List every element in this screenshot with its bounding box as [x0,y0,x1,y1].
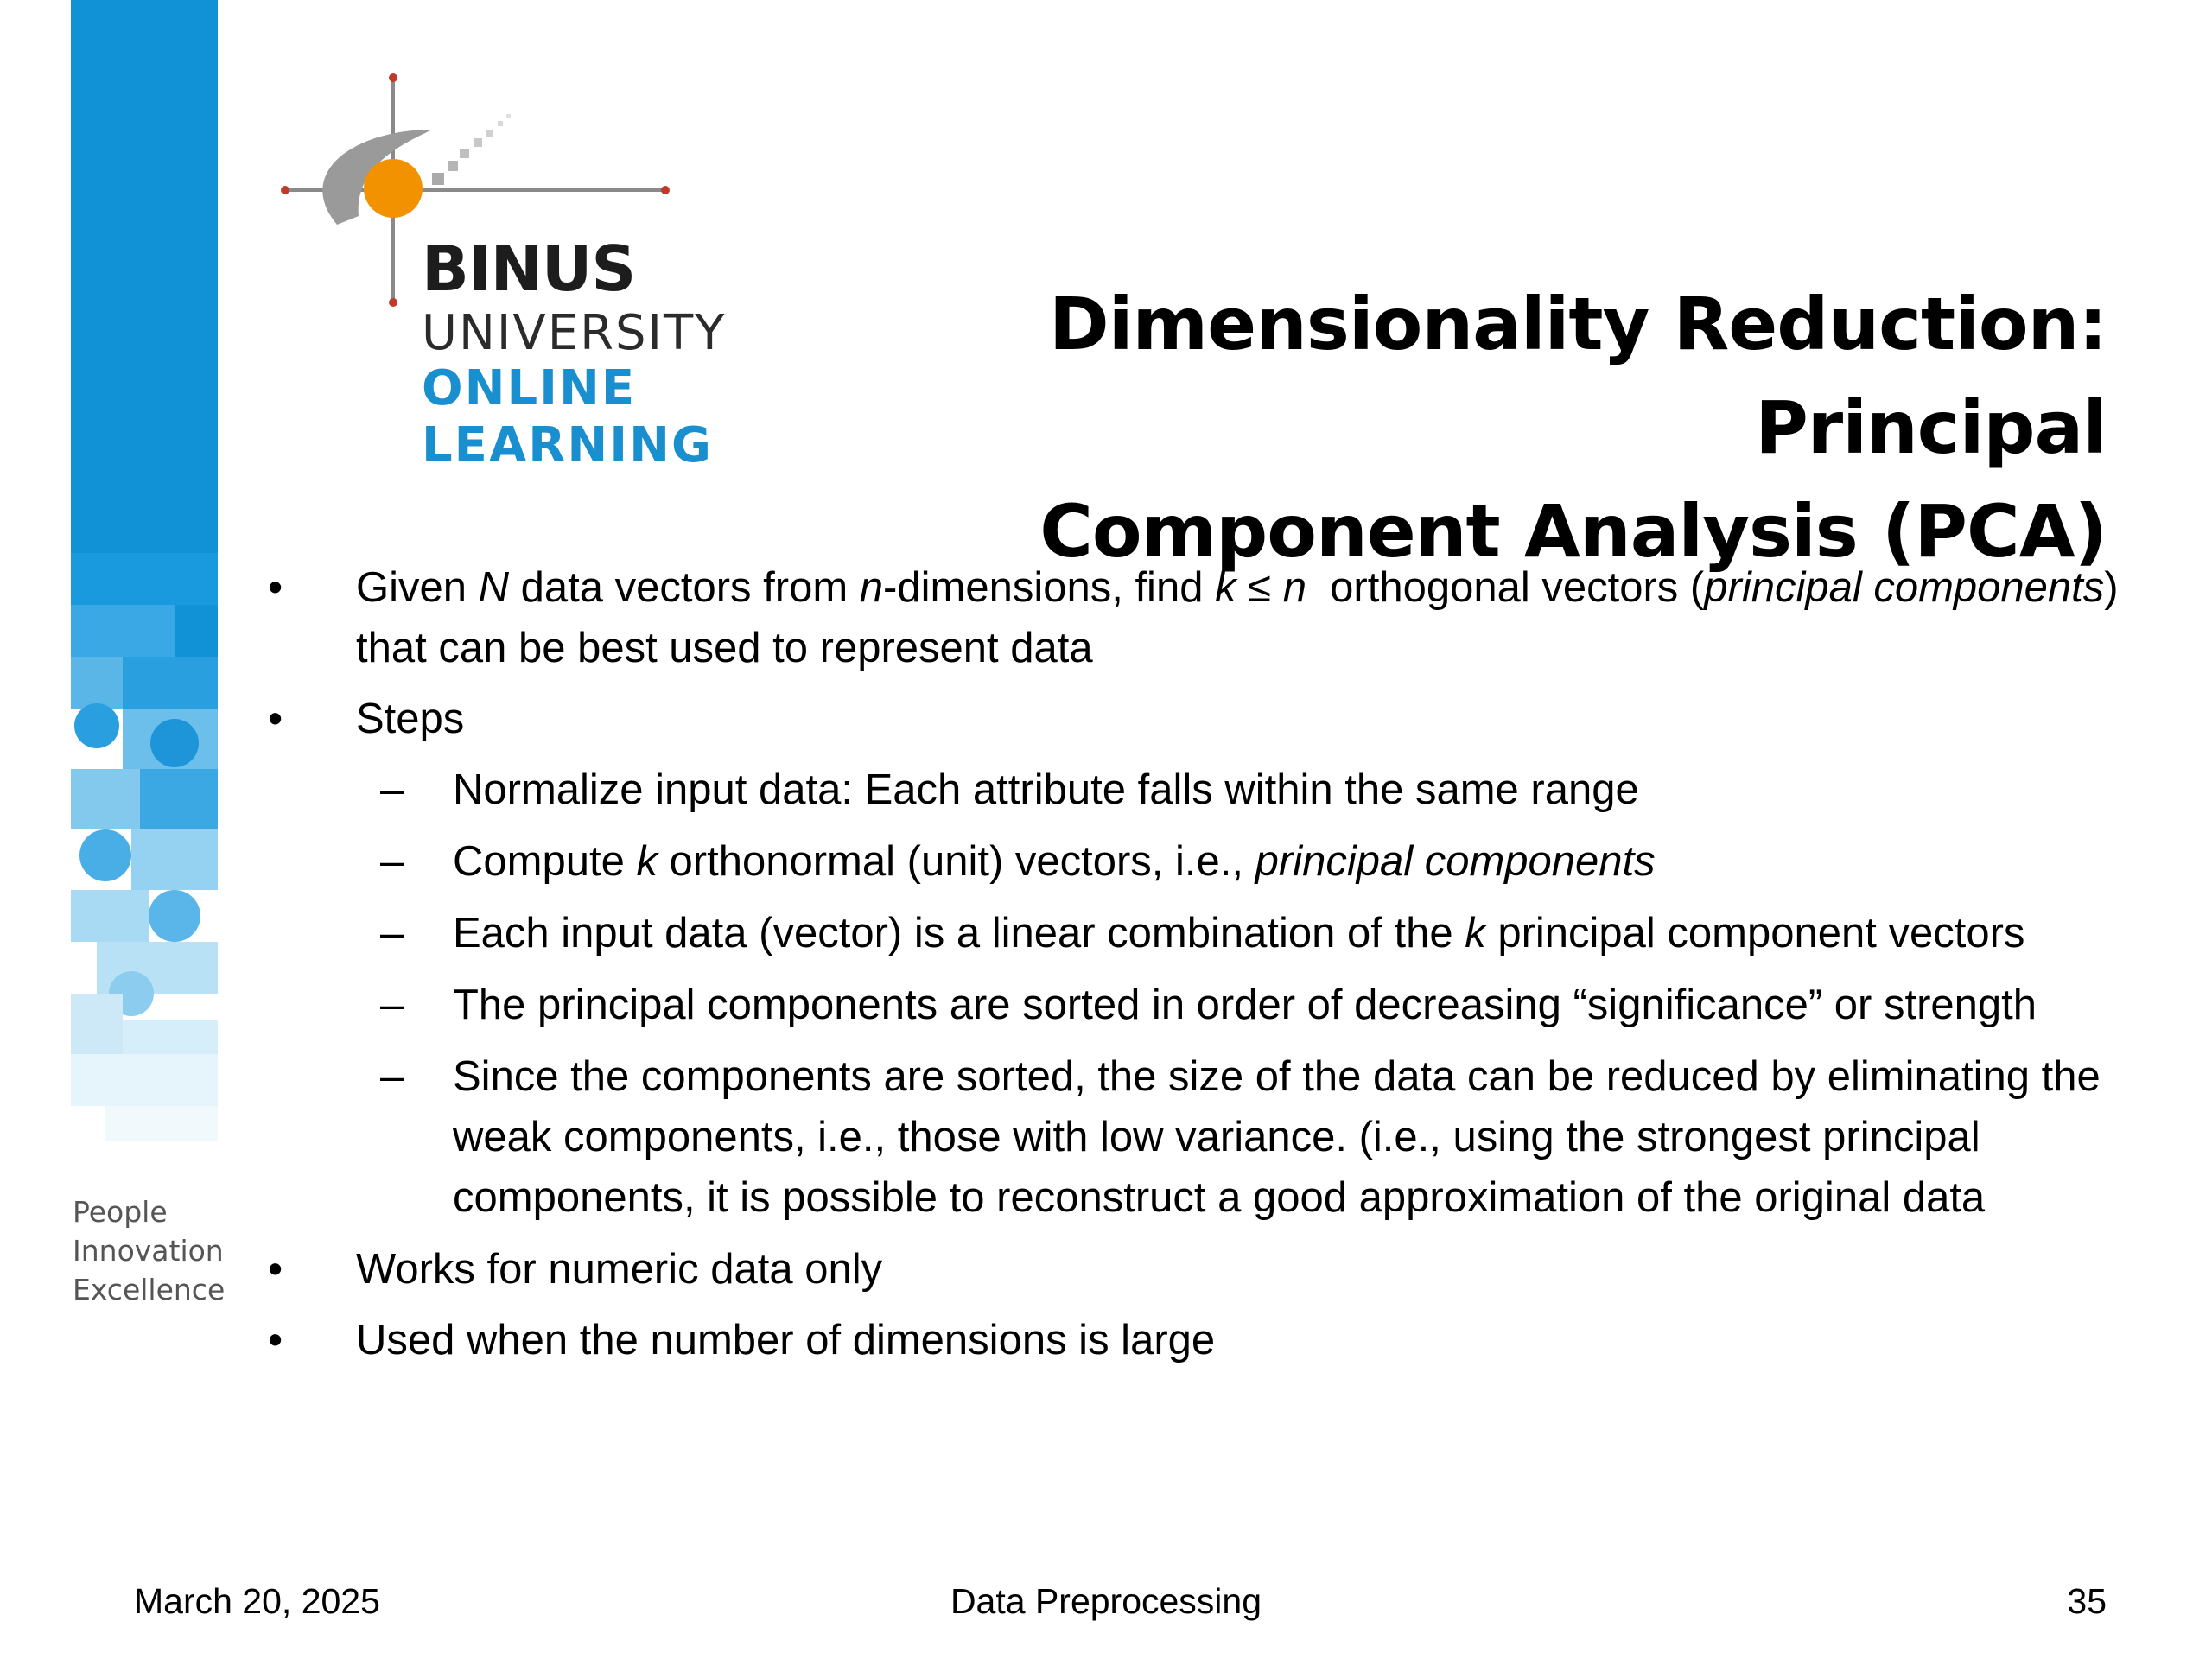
tagline-people: People [73,1195,168,1229]
tagline-excellence: Excellence [73,1273,226,1306]
slide-body [259,557,2195,1381]
bullet-marker: • [268,1246,283,1293]
bullet-item [259,1310,2195,1370]
sub-bullet-text: The principal components are sorted in order of decreasing “significance” or strength [453,982,2037,1028]
sub-bullet-text: Since the components are sorted, the size of the data can be reduced by eliminating the weak components, i.e., those with low variance. (i.e., using the strongest principal components, it is possible to reconstruct a good approximation of the original data [453,1053,2101,1221]
dash-marker: – [380,982,404,1028]
slide-title-line-2: Component Analysis (PCA) [1039,489,2107,574]
logo-text-online: ONLINE [422,360,637,416]
decorative-side-strip [71,0,218,1141]
slide-title-line-1: Dimensionality Reduction: Principal [1049,282,2107,470]
dash-marker: – [380,1053,404,1100]
bullet-item: • Given N data vectors from n-dimensions, find k ≤ n orthogonal vectors (principal components) that can be best used to represent data [259,557,2195,678]
footer-topic: Data Preprocessing [950,1581,1262,1621]
footer-date: March 20, 2025 [134,1581,380,1621]
sub-bullet-text: Normalize input data: Each attribute falls within the same range [453,766,1639,813]
sub-bullet-item [259,1046,2195,1228]
sub-bullet-item [259,760,2195,820]
bullet-text: Used when the number of dimensions is large [356,1317,1216,1363]
bullet-item [259,689,2195,749]
logo-text-binus: BINUS [422,232,636,305]
bullet-text: Steps [356,696,465,742]
dash-marker: – [380,766,404,813]
dash-marker: – [380,910,404,957]
bullet-marker: • [268,696,283,742]
bullet-marker: • [268,1317,283,1363]
bullet-item [259,1239,2195,1300]
tagline-innovation: Innovation [73,1234,224,1268]
logo-text-university: UNIVERSITY [422,305,727,361]
bullet-text: Works for numeric data only [356,1246,883,1293]
logo-text-learning: LEARNING [422,417,713,474]
dash-marker: – [380,838,404,885]
slide-title [724,272,2107,583]
tagline [73,1192,225,1309]
sub-bullet-item: – Each input data (vector) is a linear combination of the k principal component vectors [259,903,2195,963]
sub-bullet-item [259,975,2195,1035]
sub-bullet-item: – Compute k orthonormal (unit) vectors, i.e., principal components [259,831,2195,892]
footer-page-number: 35 [2067,1581,2107,1621]
bullet-marker: • [268,564,283,611]
